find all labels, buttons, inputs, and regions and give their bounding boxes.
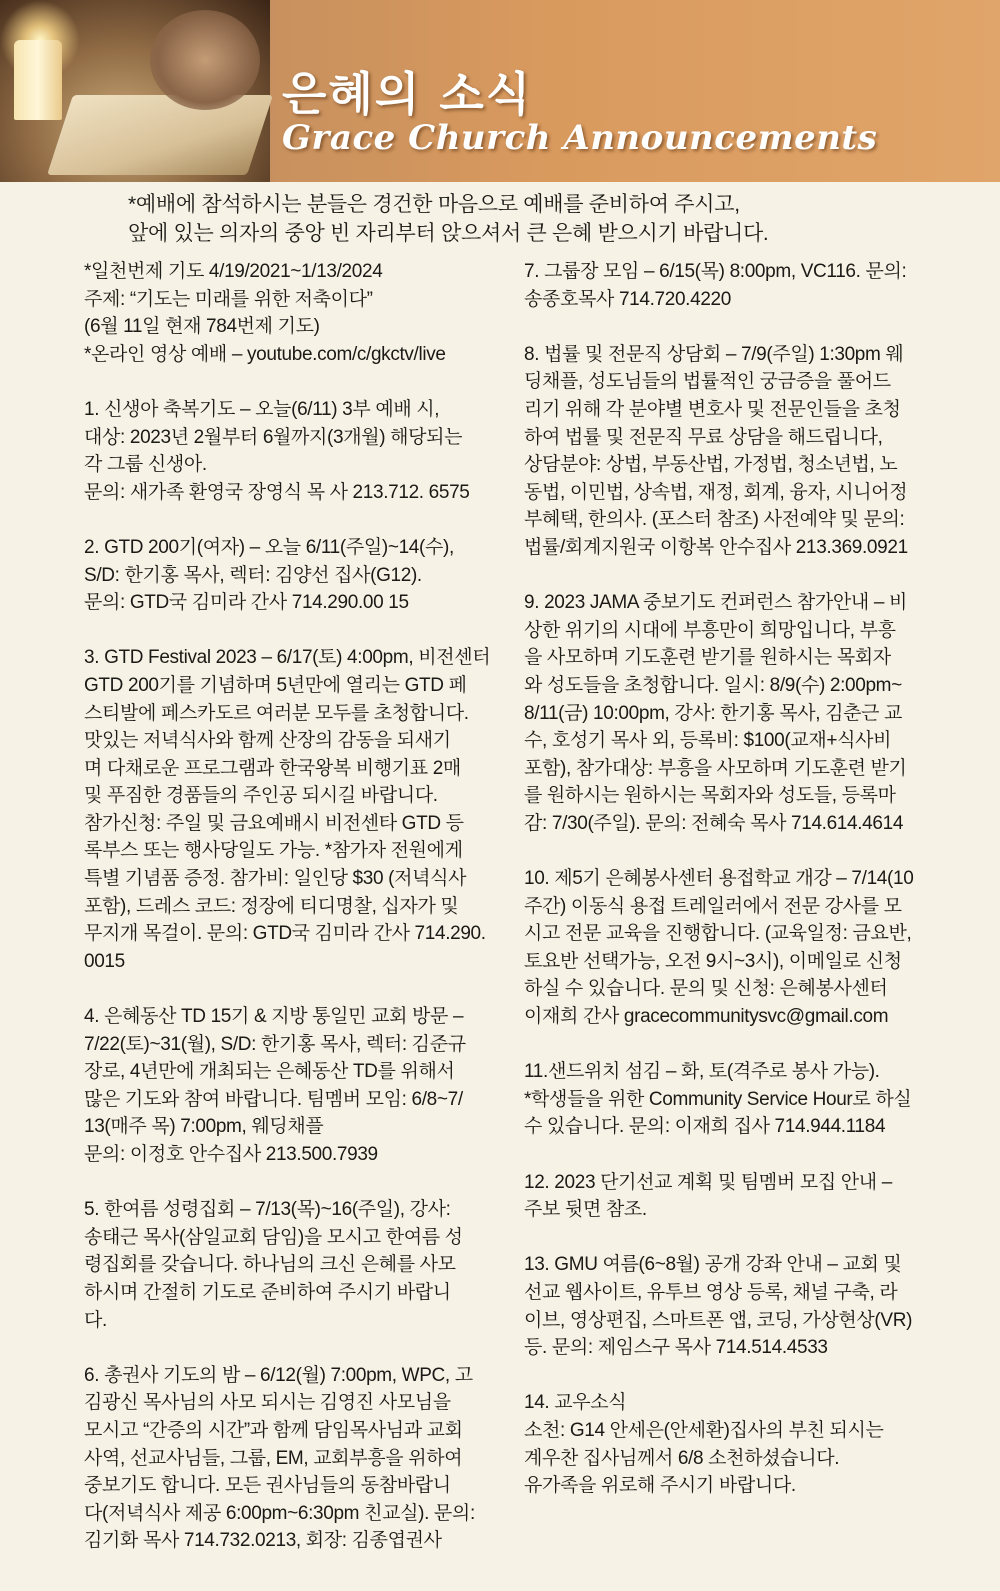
announcement-line: 8. 법률 및 전문직 상담회 – 7/9(주일) 1:30pm 웨	[524, 343, 904, 365]
announcement-line: 하시며 간절히 기도로 준비하여 주시기 바랍니	[84, 1281, 451, 1303]
announcement-line: 10. 제5기 은혜봉사센터 용접학교 개강 – 7/14(10	[524, 868, 914, 890]
right-column	[524, 258, 944, 1527]
announcement-line: 상한 위기의 시대에 부흥만이 희망입니다, 부흥	[524, 619, 896, 641]
announcement-line: 토요반 선택가능, 오전 9시~3시), 이메일로 신청	[524, 950, 902, 972]
announcement-line: 특별 기념품 증정. 참가비: 일인당 $30 (저녁식사	[84, 868, 467, 890]
announcement-item	[524, 865, 944, 1031]
announcement-line: 사역, 선교사님들, 그룹, EM, 교회부흥을 위하여	[84, 1447, 463, 1469]
announcement-item	[524, 258, 944, 313]
announcement-item	[524, 1389, 944, 1499]
announcement-line: 를 원하시는 원하시는 목회자와 성도들, 등록마	[524, 785, 896, 807]
announcement-line: 이브, 영상편집, 스마트폰 앱, 코딩, 가상현상(VR)	[524, 1309, 913, 1331]
announcement-line: *일천번제 기도 4/19/2021~1/13/2024	[84, 261, 383, 282]
announcement-line: 참가신청: 주일 및 금요예배시 비전센타 GTD 등	[84, 812, 464, 834]
announcement-line: 문의: 새가족 환영국 장영식 목 사 213.712. 6575	[84, 481, 470, 503]
announcement-line: 장로, 4년만에 개최되는 은혜동산 TD를 위해서	[84, 1061, 455, 1083]
announcement-line: 리기 위해 각 분야별 변호사 및 전문인들을 초청	[524, 398, 901, 420]
announcement-line: 많은 기도와 참여 바랍니다. 팀멤버 모임: 6/8~7/	[84, 1088, 463, 1110]
announcement-line: 대상: 2023년 2월부터 6월까지(3개월) 해당되는	[84, 426, 463, 448]
announcement-line: 무지개 목걸이. 문의: GTD국 김미라 간사 714.290.	[84, 923, 486, 945]
announcement-line: 13(매주 목) 7:00pm, 웨딩채플	[84, 1116, 324, 1138]
announcement-line: 법률/회계지원국 이항복 안수집사 213.369.0921	[524, 536, 908, 558]
praying-hands-photo	[0, 0, 270, 182]
announcement-line: 4. 은혜동산 TD 15기 & 지방 통일민 교회 방문 –	[84, 1006, 464, 1028]
announcement-line: 14. 교우소식	[524, 1392, 627, 1414]
announcement-line: 수 있습니다. 문의: 이재희 집사 714.944.1184	[524, 1116, 886, 1138]
header-banner	[0, 0, 1000, 182]
announcement-line: 선교 웹사이트, 유투브 영상 등록, 채널 구축, 라	[524, 1281, 898, 1303]
announcement-line: 감: 7/30(주일). 문의: 전혜숙 목사 714.614.4614	[524, 812, 904, 834]
announcement-line: 와 성도들을 초청합니다. 일시: 8/9(수) 2:00pm~	[524, 674, 902, 696]
announcement-line: GTD 200기를 기념하며 5년만에 열리는 GTD 페	[84, 674, 467, 696]
announcement-item	[524, 1251, 944, 1361]
announcement-line: 상담분야: 상법, 부동산법, 가정법, 청소년법, 노	[524, 454, 898, 476]
announcement-line: 포함), 참가대상: 부흥을 사모하며 기도훈련 받기	[524, 757, 907, 779]
announcement-line: *학생들을 위한 Community Service Hour로 하실	[524, 1088, 912, 1110]
announcement-line: 김기화 목사 714.732.0213, 회장: 김종엽권사	[84, 1530, 442, 1552]
announcement-line: 7. 그룹장 모임 – 6/15(목) 8:00pm, VC116. 문의:	[524, 261, 907, 282]
announcement-line: 하실 수 있습니다. 문의 및 신청: 은혜봉사센터	[524, 978, 888, 1000]
announcement-item	[84, 396, 512, 506]
announcement-line: 13. GMU 여름(6~8월) 공개 강좌 안내 – 교회 및	[524, 1254, 902, 1276]
announcement-line: 0015	[84, 950, 125, 972]
announcement-line: 문의: GTD국 김미라 간사 714.290.00 15	[84, 592, 409, 614]
announcement-line: 1. 신생아 축복기도 – 오늘(6/11) 3부 예배 시,	[84, 398, 440, 420]
announcement-line: 며 다채로운 프로그램과 한국왕복 비행기표 2매	[84, 757, 461, 779]
intro-notice	[0, 190, 1000, 248]
announcement-item	[524, 1058, 944, 1141]
announcement-line: 송태근 목사(삼일교회 담임)을 모시고 한여름 성	[84, 1226, 463, 1248]
announcement-line: 딩채플, 성도님들의 법률적인 궁금증을 풀어드	[524, 371, 891, 393]
announcement-line: 중보기도 합니다. 모든 권사님들의 동참바랍니	[84, 1475, 451, 1497]
announcement-line: 맛있는 저녁식사와 함께 산장의 감동을 되새기	[84, 730, 451, 752]
announcement-line: 부혜택, 한의사. (포스터 참조) 사전예약 및 문의:	[524, 509, 905, 531]
announcement-line: 5. 한여름 성령집회 – 7/13(목)~16(주일), 강사:	[84, 1199, 451, 1221]
intro-line: 앞에 있는 의자의 중앙 빈 자리부터 앉으셔서 큰 은혜 받으시기 바랍니다.	[128, 222, 769, 245]
announcement-line: 하여 법률 및 전문직 무료 상담을 해드립니다,	[524, 426, 883, 448]
announcement-line: 7/22(토)~31(월), S/D: 한기홍 목사, 렉터: 김준규	[84, 1033, 466, 1055]
left-column	[84, 258, 512, 1583]
announcement-line: 6. 총권사 기도의 밤 – 6/12(월) 7:00pm, WPC, 고	[84, 1364, 473, 1386]
announcement-line: *온라인 영상 예배 – youtube.com/c/gkctv/live	[84, 343, 446, 365]
announcement-line: S/D: 한기홍 목사, 렉터: 김양선 집사(G12).	[84, 564, 422, 586]
announcement-item	[84, 644, 512, 975]
announcement-line: 록부스 또는 행사당일도 가능. *참가자 전원에게	[84, 840, 463, 862]
announcement-line: 등. 문의: 제임스구 목사 714.514.4533	[524, 1337, 828, 1359]
announcement-line: 포함), 드레스 코드: 정장에 티디명찰, 십자가 및	[84, 895, 459, 917]
intro-line: *예배에 참석하시는 분들은 경건한 마음으로 예배를 준비하여 주시고,	[128, 193, 740, 216]
announcement-line: 모시고 “간증의 시간”과 함께 담임목사님과 교회	[84, 1419, 463, 1441]
announcement-line: 스티발에 페스카도르 여러분 모두를 초청합니다.	[84, 702, 469, 724]
announcement-line: 9. 2023 JAMA 중보기도 컨퍼런스 참가안내 – 비	[524, 592, 908, 614]
announcement-item	[84, 1003, 512, 1169]
announcement-item	[84, 1196, 512, 1334]
announcement-line: 소천: G14 안세은(안세환)집사의 부친 되시는	[524, 1419, 884, 1441]
announcement-line: 2. GTD 200기(여자) – 오늘 6/11(주일)~14(수),	[84, 536, 454, 558]
announcement-item	[84, 258, 512, 368]
bible-image	[47, 95, 273, 175]
announcement-line: 수, 호성기 목사 외, 등록비: $100(교재+식사비	[524, 730, 892, 752]
announcement-line: 시고 전문 교육을 진행합니다. (교육일정: 금요반,	[524, 923, 912, 945]
announcement-line: 이재희 간사 gracecommunitysvc@gmail.com	[524, 1006, 889, 1028]
page-subtitle: Grace Church Announcements	[282, 118, 878, 158]
announcement-line: 주간) 이동식 용접 트레일러에서 전문 강사를 모	[524, 895, 902, 917]
announcement-item	[524, 589, 944, 837]
announcement-line: 11.샌드위치 섬김 – 화, 토(격주로 봉사 가능).	[524, 1061, 880, 1083]
announcement-item	[524, 341, 944, 562]
announcement-line: 주보 뒷면 참조.	[524, 1199, 647, 1221]
hands-image	[150, 10, 260, 110]
announcement-item	[84, 534, 512, 617]
announcement-line: 유가족을 위로해 주시기 바랍니다.	[524, 1475, 796, 1497]
announcement-line: 을 사모하며 기도훈련 받기를 원하시는 목회자	[524, 647, 891, 669]
announcement-item	[524, 1169, 944, 1224]
announcement-line: 동법, 이민법, 상속법, 재정, 회계, 융자, 시니어정	[524, 481, 908, 503]
announcement-line: 각 그룹 신생아.	[84, 454, 207, 476]
announcement-line: 다(저녁식사 제공 6:00pm~6:30pm 친교실). 문의:	[84, 1502, 475, 1524]
announcement-item	[84, 1362, 512, 1555]
announcement-line: (6월 11일 현재 784번제 기도)	[84, 316, 320, 338]
announcement-line: 다.	[84, 1309, 107, 1331]
announcement-line: 김광신 목사님의 사모 되시는 김영진 사모님을	[84, 1392, 451, 1414]
announcement-line: 령집회를 갖습니다. 하나님의 크신 은혜를 사모	[84, 1254, 456, 1276]
candle-image	[14, 40, 62, 120]
announcement-line: 주제: “기도는 미래를 위한 저축이다”	[84, 288, 373, 310]
announcement-line: 계우찬 집사님께서 6/8 소천하셨습니다.	[524, 1447, 840, 1469]
announcement-line: 8/11(금) 10:00pm, 강사: 한기홍 목사, 김춘근 교	[524, 702, 903, 724]
announcement-line: 3. GTD Festival 2023 – 6/17(토) 4:00pm, 비전센터	[84, 647, 491, 669]
announcement-line: 및 푸짐한 경품들의 주인공 되시길 바랍니다.	[84, 785, 438, 807]
announcement-line: 문의: 이정호 안수집사 213.500.7939	[84, 1144, 378, 1165]
announcement-line: 송종호목사 714.720.4220	[524, 288, 731, 310]
page-title: 은혜의 소식	[282, 67, 533, 121]
announcement-line: 12. 2023 단기선교 계획 및 팀멤버 모집 안내 –	[524, 1171, 892, 1193]
